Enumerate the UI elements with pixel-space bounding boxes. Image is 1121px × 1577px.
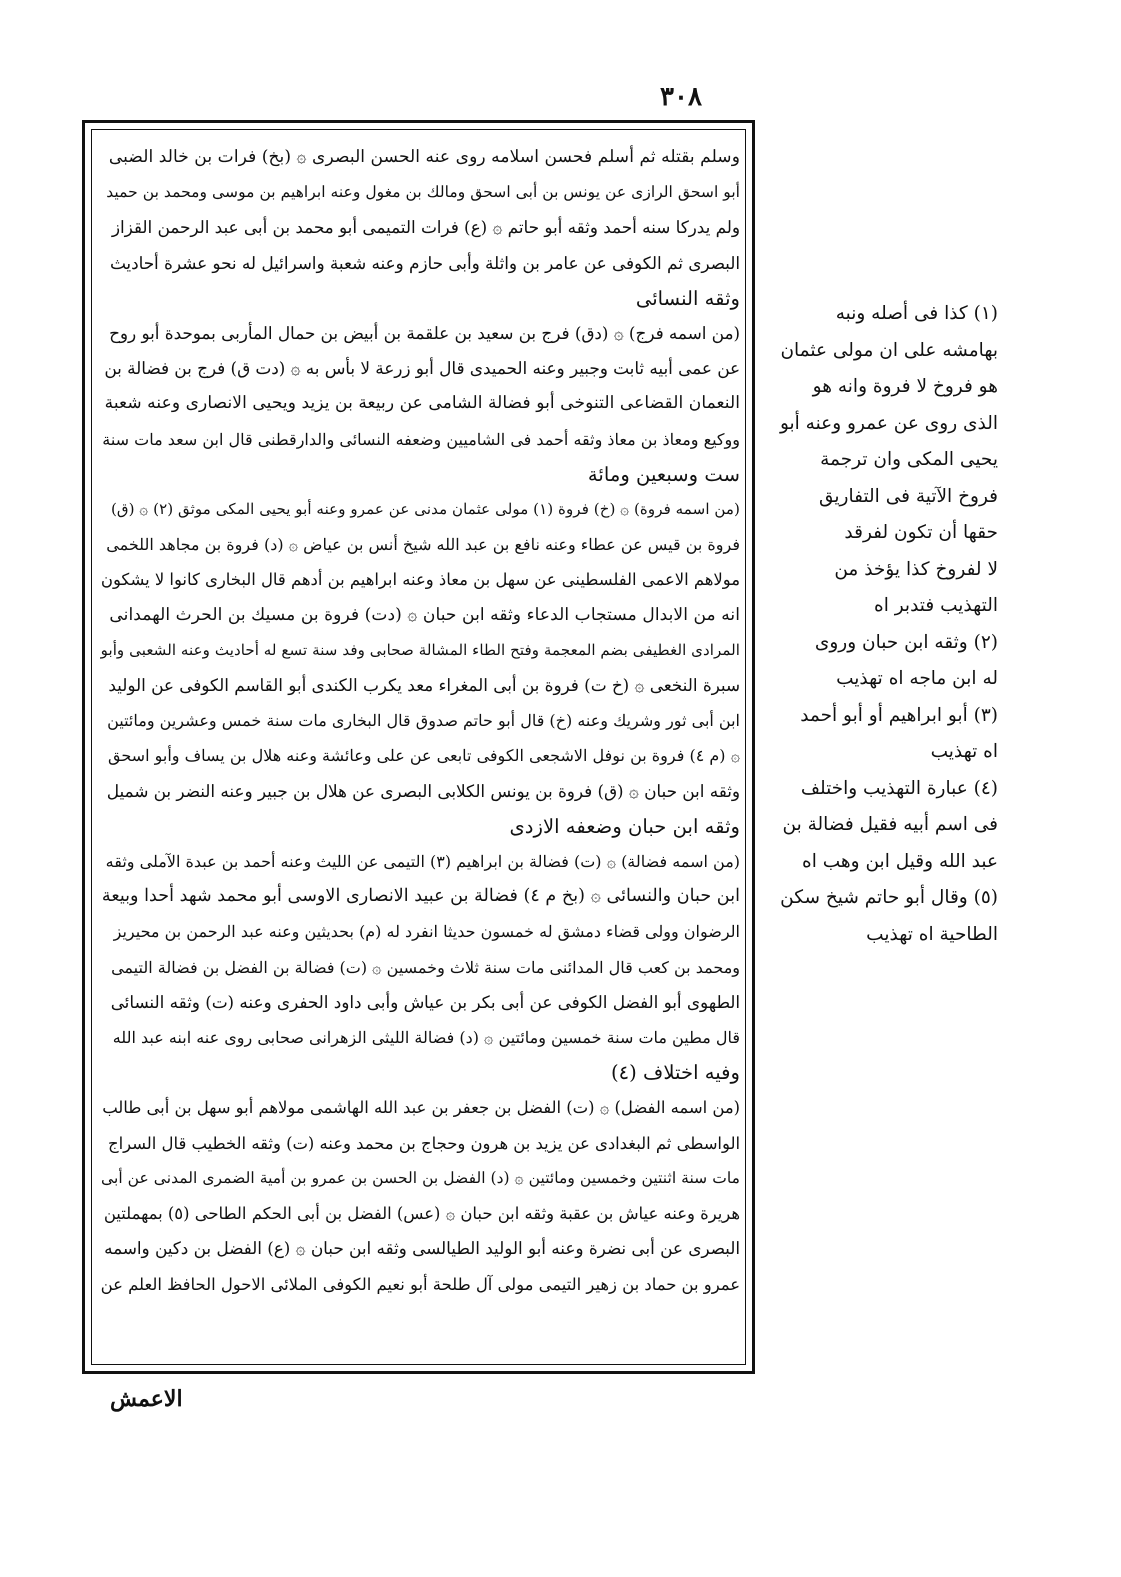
main-text-line: (من اسمه فضالة) ۞ (ت) فضالة بن ابراهيم (٣) التيمى عن الليث وعنه أحمد بن عبدة الآملى وثقه — [105, 852, 740, 872]
main-text-line: (من اسمه الفضل) ۞ (ت) الفضل بن جعفر بن عبد الله الهاشمى مولاهم أبو سهل بن أبى طالب — [102, 1098, 740, 1118]
margin-note-line: التهذيب فتدبر اه — [874, 595, 998, 616]
main-text-line: هريرة وعنه عياش بن عقبة وثقه ابن حبان ۞ (عس) الفضل بن أبى الحكم الطاحى (٥) بمهملتين — [103, 1204, 740, 1224]
main-text-line: الواسطى ثم البغدادى عن يزيد بن هرون وحجاج بن محمد وعنه (ت) وثقه الخطيب قال السراج — [107, 1133, 740, 1153]
main-text-line: وثقه ابن حبان وضعفه الازدى — [509, 814, 740, 838]
main-text-line: ومحمد بن كعب قال المدائنى مات سنة ثلاث وخمسين ۞ (ت) فضالة بن الفضل بن فضالة التيمى — [111, 957, 740, 977]
main-text-line: انه من الابدال مستجاب الدعاء وثقه ابن حبان ۞ (دت) فروة بن مسيك بن الحرث الهمدانى — [109, 604, 740, 625]
margin-note-line: يحيى المكى وان ترجمة — [820, 449, 998, 470]
margin-note-line: فروخ الآتية فى التفاريق — [818, 485, 998, 507]
main-text-line: (من اسمه فرج) ۞ (دق) فرج بن سعيد بن علقمة بن أبيض بن حمال المأربى بموحدة أبو روح — [109, 323, 740, 344]
main-text-line: قال مطين مات سنة خمسين ومائتين ۞ (د) فضالة الليثى الزهرانى صحابى روى عنه ابنه عبد الله — [112, 1028, 740, 1048]
margin-note-line: (٣) أبو ابراهيم أو أبو أحمد — [800, 704, 998, 726]
main-text-line: ست وسبعين ومائة — [587, 462, 740, 486]
catchword: الاعمش — [110, 1386, 183, 1412]
main-text-line: (من اسمه فروة) ۞ (خ) فروة (١) مولى عثمان مدنى عن عمرو وعنه أبو يحيى المكى موثق (٢) ۞ (ق) — [110, 500, 740, 519]
page-number: ٣٠٨ — [660, 82, 702, 112]
margin-note-line: بهامشه على ان مولى عثمان — [780, 339, 998, 361]
margin-note-line: الذى روى عن عمرو وعنه أبو — [779, 412, 998, 434]
margin-notes-block — [768, 296, 998, 953]
margin-note-line: لا لفروخ كذا يؤخذ من — [834, 558, 998, 580]
main-text-line: النعمان القضاعى التنوخى أبو فضالة الشامى عن ربيعة بن يزيد ويحيى الانصارى وعنه شعبة — [104, 393, 740, 414]
margin-note-line: (٥) وقال أبو حاتم شيخ سكن — [780, 887, 998, 908]
main-text-line: مولاهم الاعمى الفلسطينى عن سهل بن معاذ وعنه ابراهيم بن أدهم قال البخارى كانوا لا يشكون — [100, 570, 740, 590]
margin-note-line: فى اسم أبيه فقيل فضالة بن — [782, 814, 998, 835]
main-text-line: وسلم بقتله ثم أسلم فحسن اسلامه روى عنه الحسن البصرى ۞ (بخ) فرات بن خالد الضبى — [108, 147, 740, 167]
main-text-line: المرادى الغطيفى بضم المعجمة وفتح الطاء المشالة صحابى وفد سنة تسع له أحاديث وعنه الشعبى وأبو — [100, 640, 740, 659]
margin-note-line: حقها أن تكون لفرقد — [844, 522, 998, 543]
main-text-line: ولم يدركا سنه أحمد وثقه أبو حاتم ۞ (ع) فرات التميمى أبو محمد بن أبى عبد الرحمن القزاز — [111, 217, 740, 238]
main-text-line: عن عمى أبيه ثابت وجبير وعنه الحميدى قال أبو زرعة لا بأس به ۞ (دت ق) فرج بن فضالة بن — [104, 358, 740, 379]
margin-note-line: (٢) وثقه ابن حبان وروى — [814, 631, 998, 653]
main-text-line: وفيه اختلاف (٤) — [610, 1061, 740, 1085]
main-text-line: عمرو بن حماد بن زهير التيمى مولى آل طلحة أبو نعيم الكوفى الملائى الاحول الحافظ العلم عن — [100, 1274, 740, 1294]
margin-note-line: هو فروخ لا فروة وانه هو — [812, 376, 998, 397]
main-text-line: ابن أبى ثور وشريك وعنه (خ) قال أبو حاتم صدوق قال البخارى مات سنة خمس وعشرين ومائتين — [107, 711, 740, 731]
main-text-line: ووكيع ومعاذ بن معاذ وثقه أحمد فى الشاميين وضعفه النسائى والدارقطنى قال ابن سعد مات سنة — [102, 429, 740, 449]
main-text-line: البصرى عن أبى نضرة وعنه أبو الوليد الطيالسى وثقه ابن حبان ۞ (ع) الفضل بن دكين واسمه — [104, 1238, 740, 1259]
main-text-line: وثقه ابن حبان ۞ (ق) فروة بن يونس الكلابى البصرى عن هلال بن جبير وعنه النضر بن شميل — [106, 780, 740, 801]
main-text-line: ۞ (م ٤) فروة بن نوفل الاشجعى الكوفى تابعى عن على وعائشة وعنه هلال بن يساف وأبو اسحق — [107, 746, 740, 766]
main-text-line: سبرة النخعى ۞ (خ ت) فروة بن أبى المغراء معد يكرب الكندى أبو القاسم الكوفى عن الوليد — [108, 675, 740, 696]
main-text-line: ابن حبان والنسائى ۞ (بخ م ٤) فضالة بن عبيد الانصارى الاوسى أبو محمد شهد أحدا وبيعة — [101, 886, 740, 907]
main-text-line: البصرى ثم الكوفى عن عامر بن واثلة وأبى حازم وعنه شعبة واسرائيل له نحو عشرة أحاديث — [109, 252, 740, 273]
main-text-line: مات سنة اثنتين وخمسين ومائتين ۞ (د) الفضل بن الحسن بن عمرو بن أمية الضمرى المدنى عن أبى — [101, 1168, 740, 1187]
margin-note-line: (٤) عبارة التهذيب واختلف — [800, 777, 998, 799]
margin-note-line: (١) كذا فى أصله ونبه — [835, 303, 998, 324]
margin-note-line: اه تهذيب — [930, 741, 998, 762]
margin-note-line: الطاحية اه تهذيب — [866, 923, 998, 945]
margin-note-line: عبد الله وقيل ابن وهب اه — [802, 850, 998, 872]
main-text-line: الطهوى أبو الفضل الكوفى عن أبى بكر بن عياش وأبى داود الحفرى وعنه (ت) وثقه النسائى — [110, 991, 740, 1012]
main-text-line: الرضوان وولى قضاء دمشق له خمسون حديثا انفرد له (م) بحديثين وعنه عبد الرحمن بن محيريز — [113, 922, 740, 942]
main-text-line: فروة بن قيس عن عطاء وعنه نافع بن عبد الله شيخ أنس بن عياض ۞ (د) فروة بن مجاهد اللخمى — [106, 535, 740, 555]
margin-note-line: له ابن ماجه اه تهذيب — [836, 668, 998, 689]
main-text-line: وثقه النسائى — [635, 286, 740, 310]
main-text-block — [100, 140, 740, 1360]
main-text-line: أبو اسحق الرازى عن يونس بن أبى اسحق ومالك بن مغول وعنه ابراهيم بن موسى ومحمد بن حميد — [106, 183, 740, 202]
